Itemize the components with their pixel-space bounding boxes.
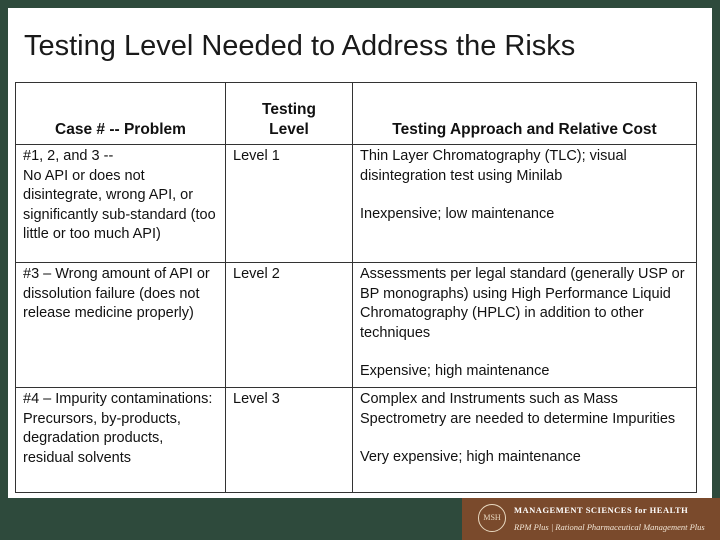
table-header-row — [16, 83, 697, 145]
approach-text: Complex and Instruments such as Mass Spectrometry are needed to determine Impurities — [360, 391, 676, 427]
cost-text: Inexpensive; low maintenance — [360, 206, 555, 222]
approach-cell — [353, 145, 697, 263]
org-name: MANAGEMENT SCIENCES for HEALTH — [514, 505, 689, 515]
level-cell: Level 3 — [226, 388, 353, 493]
approach-text: Assessments per legal standard (generally USP or BP monographs) using High Performance Liquid Chromatography (HPLC) in addition to other techniques — [360, 266, 685, 341]
case-cell: #4 – Impurity contaminations: Precursors, by-products, degradation products, residual solvents — [16, 388, 226, 493]
approach-cell — [353, 388, 697, 493]
table-row — [16, 263, 697, 388]
case-cell: #1, 2, and 3 -- No API or does not disintegrate, wrong API, or significantly sub-standard (too little or too much API) — [16, 145, 226, 263]
level-cell: Level 2 — [226, 263, 353, 388]
testing-level-table — [15, 82, 697, 493]
case-cell: #3 – Wrong amount of API or dissolution failure (does not release medicine properly) — [16, 263, 226, 388]
program-name: RPM Plus | Rational Pharmaceutical Management Plus — [514, 522, 705, 532]
table-row — [16, 388, 697, 493]
level-cell: Level 1 — [226, 145, 353, 263]
table-row — [16, 145, 697, 263]
cost-text: Expensive; high maintenance — [360, 363, 550, 379]
header-testing-level — [226, 83, 353, 145]
slide-title: Testing Level Needed to Address the Risks — [24, 30, 576, 62]
approach-cell — [353, 263, 697, 388]
header-approach: Testing Approach and Relative Cost — [353, 83, 697, 145]
msh-logo-icon: MSH — [478, 504, 506, 532]
header-case: Case # -- Problem — [16, 83, 226, 145]
cost-text: Very expensive; high maintenance — [360, 449, 581, 465]
header-testing-level-text: Testing Level — [262, 101, 316, 138]
approach-text: Thin Layer Chromatography (TLC); visual disintegration test using Minilab — [360, 148, 627, 184]
